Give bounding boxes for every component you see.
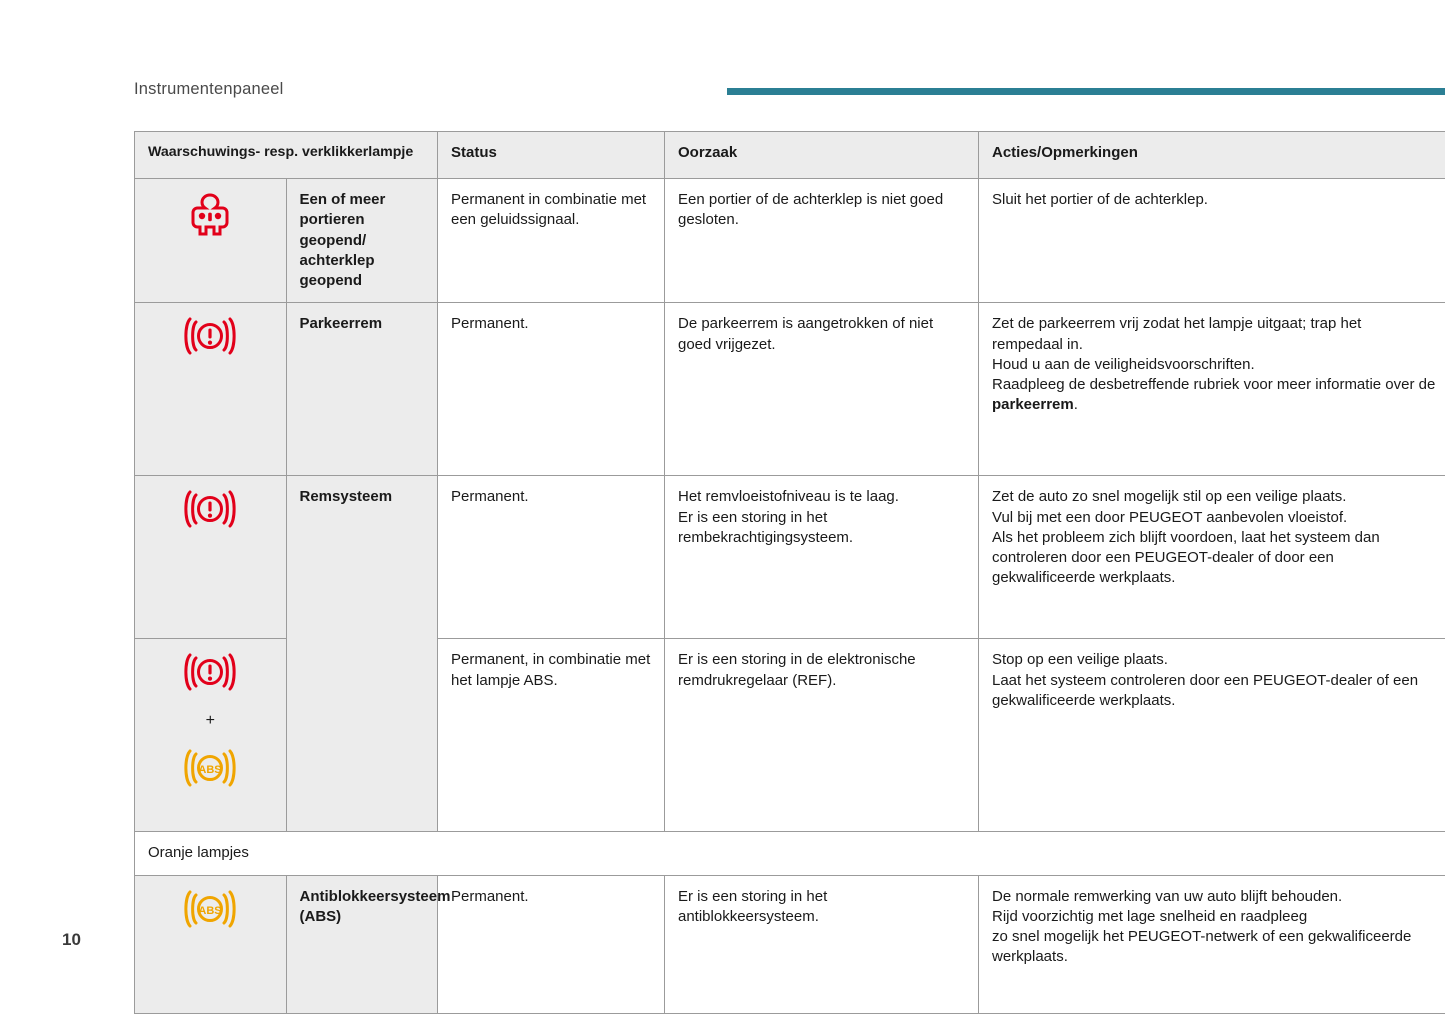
lamp-cause: Een portier of de achterklep is niet goed gesloten. [665,179,979,303]
page-title: Instrumentenpaneel [134,80,284,98]
lamp-cause [665,476,979,639]
table-header-row [135,132,1445,179]
svg-text:ABS: ABS [198,904,222,917]
column-header-actions: Acties/Opmerkingen [979,132,1445,179]
brake-warning-icon [148,314,273,358]
action-line-with-bold [992,375,1436,416]
action-line: Zet de auto zo snel mogelijk stil op een veilige plaats. [992,488,1347,506]
lamp-actions [979,179,1445,303]
action-line: Houd u aan de veiligheidsvoorschriften. [992,355,1255,373]
brake-warning-icon [148,650,273,694]
plus-separator: + [205,712,215,730]
cause-line: Er is een storing in het rembekrachtigingsysteem. [678,508,854,546]
action-line: Rijd voorzichtig met lage snelheid en raadpleeg [992,907,1308,925]
action-line: Zet de parkeerrem vrij zodat het lampje uitgaat; trap het rempedaal in. [992,315,1362,353]
lamp-name: Een of meer portieren geopend/ achterklep geopend [286,179,438,303]
column-header-status: Status [438,132,665,179]
warning-lamps-table [134,131,1445,1014]
lamp-icon-cell [135,179,287,303]
action-line: zo snel mogelijk het PEUGEOT-netwerk of een gekwalificeerde werkplaats. [992,928,1412,966]
table-row [135,476,1445,639]
abs-icon [148,746,273,790]
lamp-cause: De parkeerrem is aangetrokken of niet goed vrijgezet. [665,303,979,476]
lamp-icon-cell [135,476,287,639]
page-header [134,78,1445,108]
lamp-status: Permanent. [438,476,665,639]
lamp-actions [979,476,1445,639]
lamp-icon-cell [135,639,287,832]
section-label: Oranje lampjes [135,832,1445,875]
lamp-cause: Er is een storing in het antiblokkeersysteem. [665,875,979,1013]
lamp-status: Permanent, in combinatie met het lampje ABS. [438,639,665,832]
table-row [135,179,1445,303]
column-header-cause: Oorzaak [665,132,979,179]
action-line: Stop op een veilige plaats. [992,651,1168,669]
action-line: Sluit het portier of de achterklep. [992,191,1208,208]
table-section-row [135,832,1445,875]
action-text-a: Raadpleeg de desbetreffende rubriek voor meer informatie over de [992,376,1436,393]
action-line: De normale remwerking van uw auto blijft behouden. [992,887,1343,905]
lamp-actions [979,875,1445,1013]
action-bold-term: parkeerrem [992,396,1074,414]
lamp-name: Remsysteem [286,476,438,832]
abs-icon [148,887,273,931]
door-open-icon [148,190,273,238]
page-number: 10 [62,930,81,949]
lamp-status: Permanent. [438,303,665,476]
action-text-b: . [1073,396,1078,414]
action-line: Laat het systeem controleren door een PEUGEOT-dealer of een gekwalificeerde werkplaats. [992,671,1419,709]
header-rule [727,88,1445,95]
lamp-status: Permanent. [438,875,665,1013]
lamp-name: Parkeerrem [286,303,438,476]
brake-warning-icon [148,487,273,531]
lamp-name: Antiblokkeersysteem (ABS) [286,875,438,1013]
column-header-lamp: Waarschuwings- resp. verklikkerlampje [135,132,438,179]
table-row [135,875,1445,1013]
action-line: Vul bij met een door PEUGEOT aanbevolen vloeistof. [992,508,1348,526]
action-line: Als het probleem zich blijft voordoen, laat het systeem dan controleren door een PEUGEOT-dealer of door een gekwalificeerde werkplaats. [992,528,1380,587]
table-head [135,132,1445,179]
lamp-icon-cell [135,303,287,476]
lamp-cause: Er is een storing in de elektronische remdrukregelaar (REF). [665,639,979,832]
table-row [135,303,1445,476]
lamp-icon-cell [135,875,287,1013]
table-body [135,179,1445,1014]
lamp-actions [979,639,1445,832]
warning-lamps-table-wrapper [134,131,1436,1014]
lamp-actions [979,303,1445,476]
cause-line: Het remvloeistofniveau is te laag. [678,488,899,506]
lamp-status: Permanent in combinatie met een geluidssignaal. [438,179,665,303]
svg-text:ABS: ABS [198,763,222,776]
